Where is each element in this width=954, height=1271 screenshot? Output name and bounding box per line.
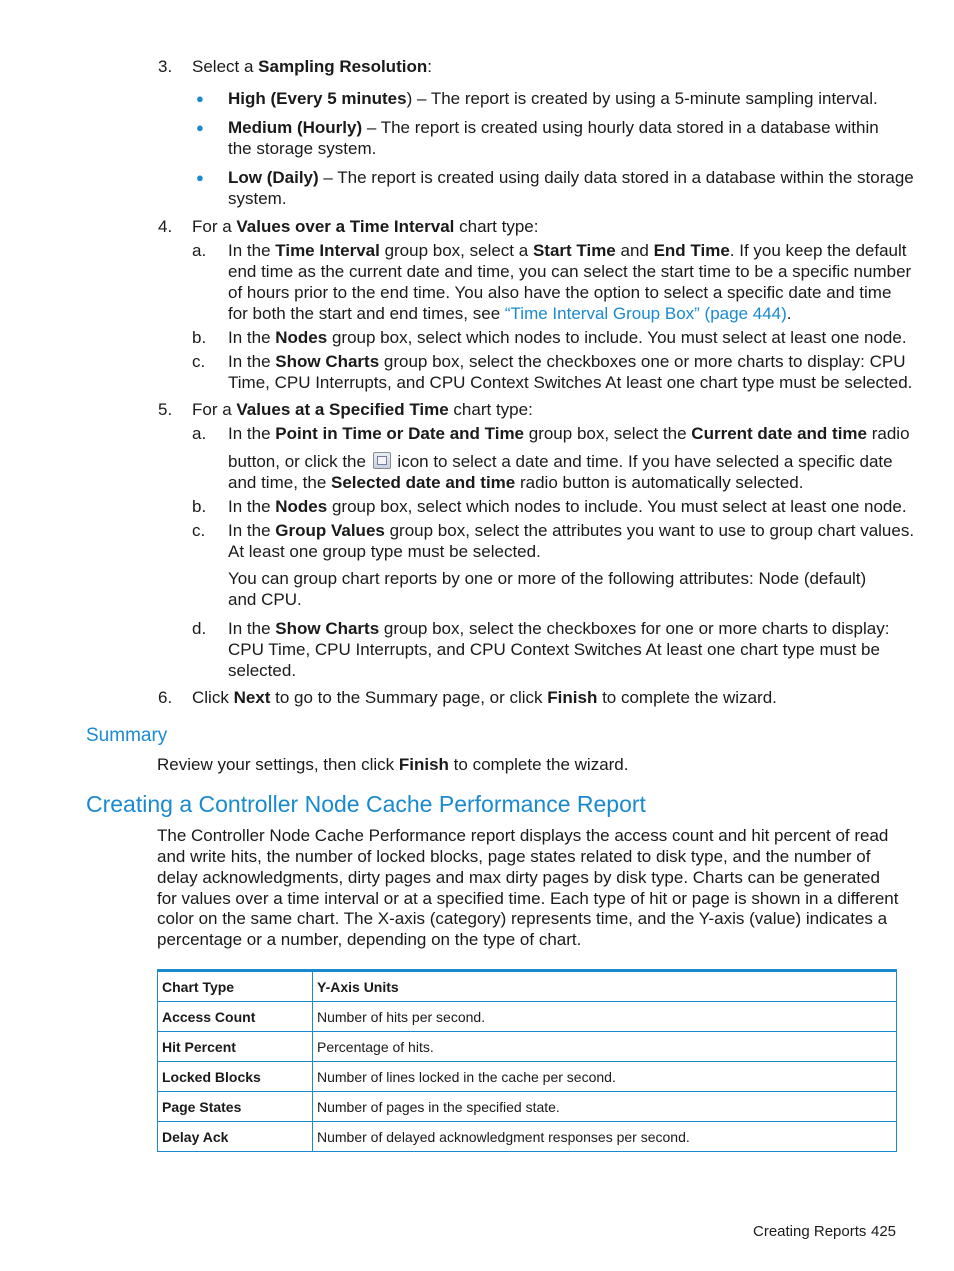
step-5a-line2: button, or click the icon to select a date and time. If you have selected a specific date xyxy=(228,452,893,471)
table-row xyxy=(158,1032,897,1062)
step-number: 5. xyxy=(158,400,173,419)
section-line: percentage or a number, depending on the type of chart. xyxy=(157,930,582,949)
step-number: 6. xyxy=(158,688,173,707)
summary-heading: Summary xyxy=(86,725,168,746)
step-5d-line1: In the Show Charts group box, select the checkboxes for one or more charts to display: xyxy=(228,619,890,638)
section-line: The Controller Node Cache Performance report displays the access count and hit percent of read xyxy=(157,826,889,845)
table-row xyxy=(158,1062,897,1092)
step-4-text: For a Values over a Time Interval chart type: xyxy=(192,217,539,236)
column-header: Y-Axis Units xyxy=(313,971,897,1002)
units-cell: Number of hits per second. xyxy=(313,1002,897,1032)
step-5c-note2: and CPU. xyxy=(228,590,302,609)
chart-type-cell: Delay Ack xyxy=(158,1122,313,1152)
chart-type-cell: Page States xyxy=(158,1092,313,1122)
calendar-icon xyxy=(373,452,391,469)
substep-letter: b. xyxy=(192,328,207,347)
substep-letter: a. xyxy=(192,241,207,260)
step-4a-line1: In the Time Interval group box, select a Start Time and End Time. If you keep the default xyxy=(228,241,907,260)
substep-letter: d. xyxy=(192,619,207,638)
chart-type-cell: Hit Percent xyxy=(158,1032,313,1062)
section-heading: Creating a Controller Node Cache Performance Report xyxy=(86,791,646,817)
substep-letter: a. xyxy=(192,424,207,443)
step-number: 4. xyxy=(158,217,173,236)
units-cell: Percentage of hits. xyxy=(313,1032,897,1062)
section-line: color on the same chart. The X-axis (category) represents time, and the Y-axis (value) indicates a xyxy=(157,909,888,928)
page-number: 425 xyxy=(871,1223,897,1240)
substep-letter: c. xyxy=(192,352,206,371)
step-number: 3. xyxy=(158,57,173,76)
section-line: and write hits, the number of locked blocks, page states related to disk type, and the number of xyxy=(157,847,871,866)
substep-letter: b. xyxy=(192,497,207,516)
time-interval-link[interactable]: “Time Interval Group Box” (page 444) xyxy=(504,304,787,323)
units-cell: Number of lines locked in the cache per second. xyxy=(313,1062,897,1092)
step-5b-text: In the Nodes group box, select which nodes to include. You must select at least one node. xyxy=(228,497,907,516)
bullet-medium-cont: the storage system. xyxy=(228,139,377,158)
table-header-row xyxy=(158,971,897,1002)
chart-type-cell: Locked Blocks xyxy=(158,1062,313,1092)
substep-letter: c. xyxy=(192,521,206,540)
step-5c-line2: At least one group type must be selected. xyxy=(228,542,541,561)
step-4a-line3: of hours prior to the end time. You also have the option to select a specific date and time xyxy=(228,283,892,302)
bullet-icon: ● xyxy=(196,91,204,106)
step-5-text: For a Values at a Specified Time chart type: xyxy=(192,400,533,419)
y-axis-units-table xyxy=(157,969,897,1152)
table-row xyxy=(158,1092,897,1122)
step-4a-line4: for both the start and end times, see “Time Interval Group Box” (page 444). xyxy=(228,304,792,323)
step-3-text: Select a Sampling Resolution: xyxy=(192,57,432,76)
column-header: Chart Type xyxy=(158,971,313,1002)
footer-label: Creating Reports xyxy=(753,1223,867,1240)
units-cell: Number of delayed acknowledgment responses per second. xyxy=(313,1122,897,1152)
step-5a-line1: In the Point in Time or Date and Time group box, select the Current date and time radio xyxy=(228,424,910,443)
section-line: delay acknowledgments, dirty pages and max dirty pages by disk type. Charts can be generated xyxy=(157,868,880,887)
units-cell: Number of pages in the specified state. xyxy=(313,1092,897,1122)
step-6-text: Click Next to go to the Summary page, or click Finish to complete the wizard. xyxy=(192,688,777,707)
table-row xyxy=(158,1122,897,1152)
step-4a-line2: end time as the current date and time, you can select the start time to be a specific number xyxy=(228,262,912,281)
table-row xyxy=(158,1002,897,1032)
section-line: for values over a time interval or at a specified time. Each type of hit or page is shown in a different xyxy=(157,889,899,908)
summary-text: Review your settings, then click Finish to complete the wizard. xyxy=(157,755,629,774)
bullet-icon: ● xyxy=(196,170,204,185)
bullet-high: High (Every 5 minutes) – The report is created by using a 5-minute sampling interval. xyxy=(228,89,878,108)
step-5c-note1: You can group chart reports by one or more of the following attributes: Node (default) xyxy=(228,569,867,588)
step-4b-text: In the Nodes group box, select which nodes to include. You must select at least one node. xyxy=(228,328,907,347)
bullet-low-cont: system. xyxy=(228,189,287,208)
step-4c-line2: Time, CPU Interrupts, and CPU Context Switches At least one chart type must be selected. xyxy=(228,373,913,392)
step-5a-line3: and time, the Selected date and time radio button is automatically selected. xyxy=(228,473,804,492)
bullet-low: Low (Daily) – The report is created using daily data stored in a database within the storage xyxy=(228,168,914,187)
bullet-medium: Medium (Hourly) – The report is created using hourly data stored in a database within xyxy=(228,118,879,137)
step-5d-line2: CPU Time, CPU Interrupts, and CPU Context Switches At least one chart type must be xyxy=(228,640,880,659)
bullet-icon: ● xyxy=(196,120,204,135)
chart-type-cell: Access Count xyxy=(158,1002,313,1032)
step-5c-line1: In the Group Values group box, select the attributes you want to use to group chart values. xyxy=(228,521,915,540)
step-5d-line3: selected. xyxy=(228,661,297,680)
step-4c-line1: In the Show Charts group box, select the checkboxes one or more charts to display: CPU xyxy=(228,352,906,371)
